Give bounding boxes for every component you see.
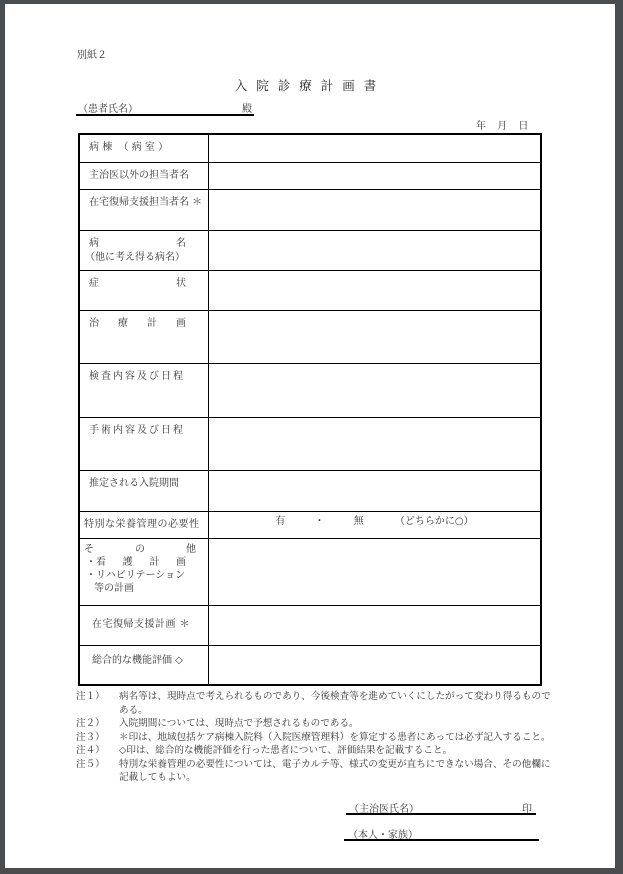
home-support-staff-value[interactable]: [209, 189, 542, 230]
row-label: 検査内容及び日程: [79, 363, 209, 417]
symptoms-value[interactable]: [209, 270, 542, 310]
row-label: 在宅復帰支援計画 ＊: [79, 605, 209, 645]
note-item: 注３） ＊印は、地域包括ケア病棟入院料（入院医療管理料）を算定する患者にあっては必ず記入すること。: [76, 731, 551, 743]
staff-value[interactable]: [209, 162, 542, 189]
table-row-ward: [79, 134, 541, 162]
row-label: 治 療 計 画: [79, 310, 209, 363]
nutrition-separator: ・: [314, 515, 325, 527]
patient-honorific: 殿: [242, 104, 252, 115]
row-label: 在宅復帰支援担当者名 ＊: [79, 189, 209, 230]
note-item: 注５） 特別な栄養管理の必要性については、電子カルテ等、様式の変更が直ちにできない場合、その他欄に記載してもよい。: [76, 758, 551, 783]
exam-schedule-value[interactable]: [209, 363, 542, 417]
patient-family-signature-field[interactable]: [344, 826, 539, 841]
row-label: 主治医以外の担当者名: [79, 162, 209, 189]
diagnosis-value[interactable]: [209, 230, 542, 270]
hospital-period-value[interactable]: [209, 470, 542, 511]
table-row-diagnosis: [79, 230, 541, 270]
patient-name-field[interactable]: [76, 100, 254, 116]
nutrition-value[interactable]: [209, 511, 542, 538]
note-item: 注１） 病名等は、現時点で考えられるものであり、今後検査等を進めていくにしたがって変わり得るものである。: [76, 691, 551, 716]
note-item: 注４） ◇印は、総合的な機能評価を行った患者について、評価結果を記載すること。: [76, 745, 453, 756]
table-row-hospital-period: [79, 470, 541, 511]
table-row-exam-schedule: [79, 363, 541, 417]
row-label: 病 名 （他に考え得る病名）: [79, 230, 209, 270]
row-label: 症 状: [79, 270, 209, 310]
other-value[interactable]: [209, 538, 542, 605]
functional-assessment-value[interactable]: [209, 645, 542, 685]
doctor-signature-field[interactable]: [346, 800, 536, 815]
table-row-surgery-schedule: [79, 417, 541, 470]
nutrition-hint: （どちらかに○）: [394, 515, 474, 527]
nutrition-no-option[interactable]: 無: [353, 515, 364, 527]
table-row-home-support-staff: [79, 189, 541, 230]
table-row-nutrition: [79, 511, 541, 538]
table-row-symptoms: [79, 270, 541, 310]
table-row-staff: [79, 162, 541, 189]
row-label: 病 棟 （ 病 室 ）: [79, 134, 209, 162]
plan-table: [78, 133, 542, 686]
row-label: 推定される入院期間: [79, 470, 209, 511]
note-item: 注２） 入院期間については、現時点で予想されるものである。: [76, 718, 359, 729]
patient-name-label: （患者氏名）: [78, 104, 138, 115]
nutrition-yes-option[interactable]: 有: [275, 515, 286, 527]
table-row-home-support-plan: [79, 605, 541, 645]
row-label: そ の 他 ・看 護 計 画 ・リハビリテーション 等の計画: [79, 538, 209, 605]
ward-value[interactable]: [209, 134, 542, 162]
table-row-functional-assessment: [79, 645, 541, 685]
treatment-plan-value[interactable]: [209, 310, 542, 363]
seal-label: 印: [522, 804, 532, 815]
attachment-label: 別紙２: [77, 50, 107, 61]
page-title: 入院診療計画書: [234, 78, 386, 93]
patient-family-label: （本人・家族）: [348, 830, 418, 841]
notes-section: [76, 690, 556, 785]
table-row-treatment-plan: [79, 310, 541, 363]
date-label: 年 月 日: [476, 121, 533, 132]
home-support-plan-value[interactable]: [209, 605, 542, 645]
document-page: [5, 4, 615, 868]
doctor-name-label: （主治医氏名）: [349, 804, 419, 815]
row-label: 総合的な機能評価 ◇: [79, 645, 209, 685]
row-label: 特別な栄養管理の必要性: [79, 511, 209, 538]
row-label: 手術内容及び日程: [79, 417, 209, 470]
surgery-schedule-value[interactable]: [209, 417, 542, 470]
table-row-other: [79, 538, 541, 605]
